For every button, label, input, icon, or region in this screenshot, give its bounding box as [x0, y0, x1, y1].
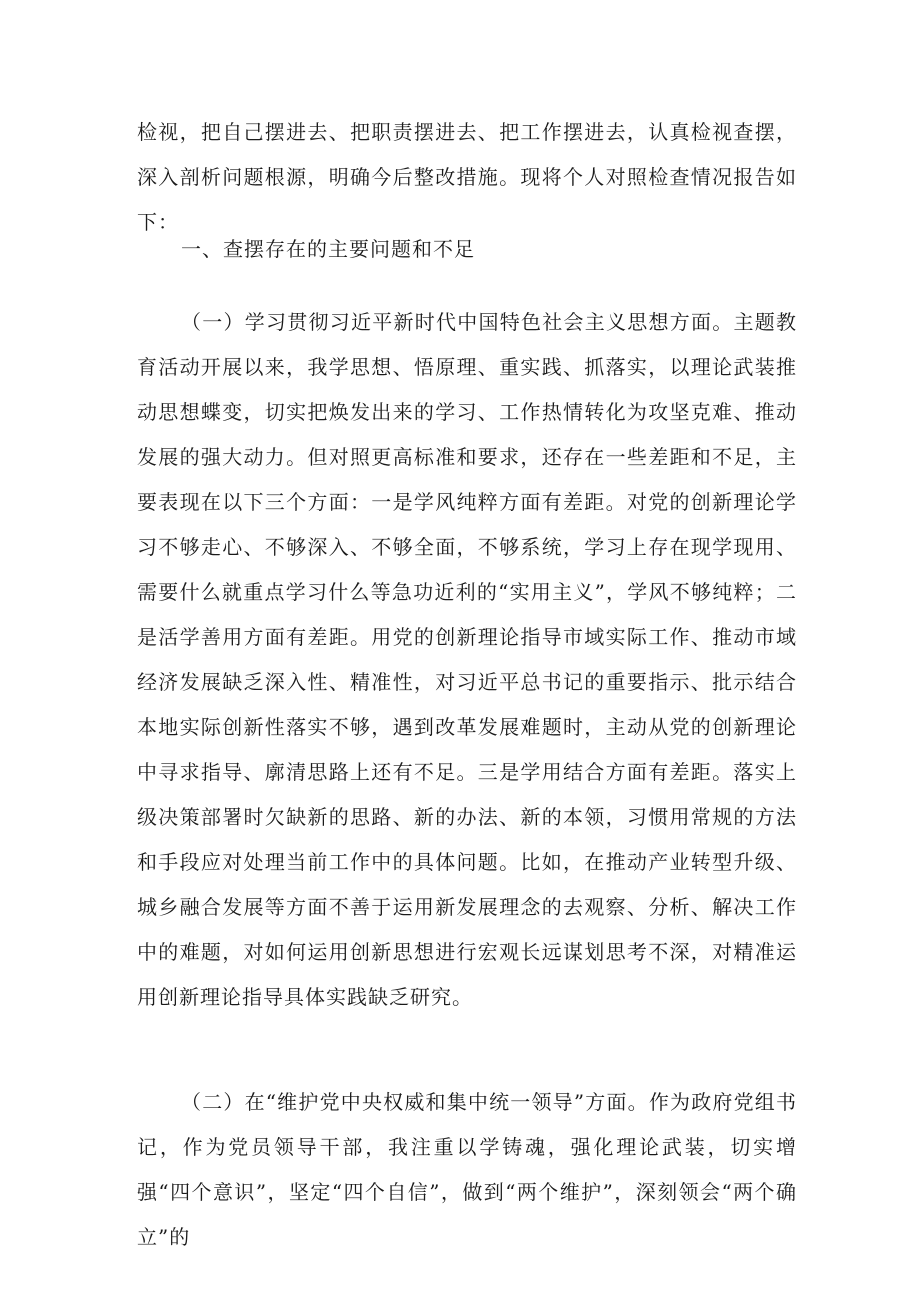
continuation-paragraph: 检视，把自己摆进去、把职责摆进去、把工作摆进去，认真检视查摆，深入剖析问题根源，明确今后整改措施。现将个人对照检查情况报告如下： [137, 120, 797, 234]
section-heading: 一、查摆存在的主要问题和不足 [181, 237, 475, 261]
body-paragraph-item-2: （二）在“维护党中央权威和集中统一领导”方面。作为政府党组书记，作为党员领导干部，我注重以学铸魂，强化理论武装，切实增强“四个意识”，坚定“四个自信”，做到“两个维护”，深刻领会“两个确立”的 [137, 1090, 797, 1249]
body-paragraph-item-1: （一）学习贯彻习近平新时代中国特色社会主义思想方面。主题教育活动开展以来，我学思想、悟原理、重实践、抓落实，以理论武装推动思想蝶变，切实把焕发出来的学习、工作热情转化为攻坚克难、推动发展的强大动力。但对照更高标准和要求，还存在一些差距和不足，主要表现在以下三个方面：一是学风纯粹方面有差距。对党的创新理论学习不够走心、不够深入、不够全面，不够系统，学习上存在现学现用、需要什么就重点学习什么等急功近利的“实用主义”，学风不够纯粹；二是活学善用方面有差距。用党的创新理论指导市域实际工作、推动市域经济发展缺乏深入性、精准性，对习近平总书记的重要指示、批示结合本地实际创新性落实不够，遇到改革发展难题时，主动从党的创新理论中寻求指导、廓清思路上还有不足。三是学用结合方面有差距。落实上级决策部署时欠缺新的思路、新的办法、新的本领，习惯用常规的方法和手段应对处理当前工作中的具体问题。比如，在推动产业转型升级、城乡融合发展等方面不善于运用新发展理念的去观察、分析、解决工作中的难题，对如何运用创新思想进行宏观长远谋划思考不深，对精准运用创新理论指导具体实践缺乏研究。 [137, 310, 797, 1009]
